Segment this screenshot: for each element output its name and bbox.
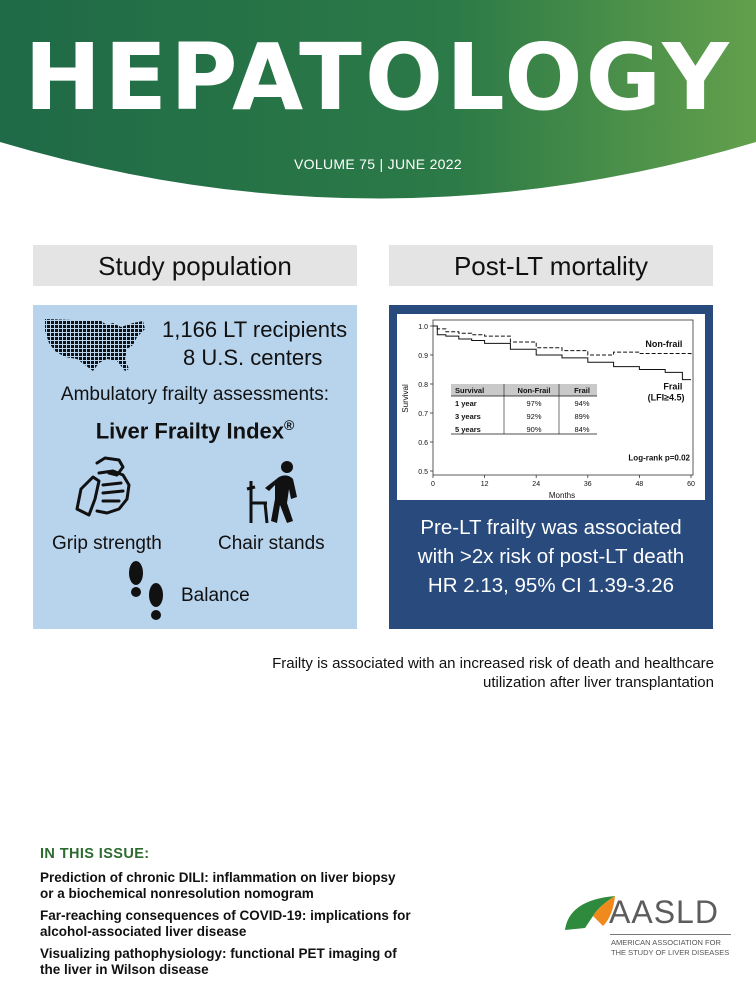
issue-item-line: alcohol-associated liver disease [40,924,247,939]
study-population-panel [33,305,357,629]
centers-count: 8 U.S. centers [183,345,323,370]
us-map-icon [43,317,147,373]
grip-strength-label: Grip strength [52,533,162,554]
y-axis-label: Survival [401,384,410,413]
x-tick-label: 60 [687,481,695,488]
assessments-label: Ambulatory frailty assessments: [60,384,330,405]
table-cell: 5 years [455,425,481,434]
table-header: Non-Frail [517,386,551,395]
balance-footprints-icon [126,559,168,625]
tagline-line-1: Frailty is associated with an increased risk of death and healthcare [272,655,714,672]
issue-item-line: Prediction of chronic DILI: inflammation on liver biopsy [40,870,396,885]
table-cell: 89% [574,412,590,421]
y-tick-label: 0.5 [418,469,428,476]
issue-item-line: Visualizing pathophysiology: functional PET imaging of [40,946,397,961]
y-tick-label: 1.0 [418,324,428,331]
issue-item-line: or a biochemical nonresolution nomogram [40,886,314,901]
y-tick-label: 0.6 [418,440,428,447]
x-axis-label: Months [548,491,576,500]
in-this-issue-section [40,846,460,984]
grip-strength-icon [73,455,135,521]
x-tick-label: 24 [532,481,541,488]
chair-stands-label: Chair stands [218,533,325,554]
aasld-logo [563,892,733,972]
journal-title: HEPATOLOGY [24,24,732,131]
balance-label: Balance [181,585,250,606]
survival-chart [397,314,705,500]
registered-mark: ® [283,417,295,433]
aasld-subtitle-2: THE STUDY OF LIVER DISEASES [611,948,730,957]
cover-tagline [154,654,714,692]
x-tick-label: 36 [583,481,592,488]
issue-item[interactable] [40,946,460,978]
issue-info: VOLUME 75 | JUNE 2022 [294,156,462,172]
post-lt-mortality-panel [389,305,713,629]
issue-item[interactable] [40,870,460,902]
x-tick-label: 12 [480,481,489,488]
x-tick-label: 48 [635,481,644,488]
liver-frailty-index-title [33,417,357,444]
survival-chart-box [397,314,705,500]
frail-sublabel: (LFI≥4.5) [647,392,685,403]
in-this-issue-heading: IN THIS ISSUE: [40,846,150,862]
non-frail-label: Non-frail [645,339,683,349]
table-cell: 94% [574,399,590,408]
x-tick-label: 0 [431,481,435,488]
frail-curve [433,326,691,380]
table-cell: 92% [526,412,542,421]
issue-item-line: the liver in Wilson disease [40,962,209,977]
issue-item[interactable] [40,908,460,940]
table-cell: 3 years [455,412,481,421]
study-population-heading: Study population [33,245,357,286]
conclusion-line-1: Pre-LT frailty was associated [420,516,682,539]
chair-stands-icon [245,459,307,525]
table-cell: 84% [574,425,590,434]
cover-header [0,0,756,220]
table-cell: 90% [526,425,542,434]
conclusion-line-2: with >2x risk of post-LT death [417,545,685,568]
recipients-count: 1,166 LT recipients [162,317,348,342]
frail-label: Frail [663,381,683,392]
y-tick-label: 0.8 [418,382,428,389]
table-cell: 97% [526,399,542,408]
index-name: Liver Frailty Index [95,418,284,444]
mortality-conclusion [389,513,713,600]
table-header: Frail [574,386,590,395]
issue-item-line: Far-reaching consequences of COVID-19: implications for [40,908,411,923]
aasld-subtitle-1: AMERICAN ASSOCIATION FOR [611,938,721,947]
conclusion-line-3: HR 2.13, 95% CI 1.39-3.26 [427,574,675,597]
post-lt-mortality-heading: Post-LT mortality [389,245,713,286]
tagline-line-2: utilization after liver transplantation [483,674,714,691]
table-header: Survival [455,386,485,395]
y-tick-label: 0.7 [418,411,428,418]
log-rank-annotation: Log-rank p=0.02 [628,453,690,463]
table-cell: 1 year [455,399,477,408]
y-tick-label: 0.9 [418,353,428,360]
logo-divider [610,934,731,935]
aasld-wordmark: AASLD [609,894,719,930]
